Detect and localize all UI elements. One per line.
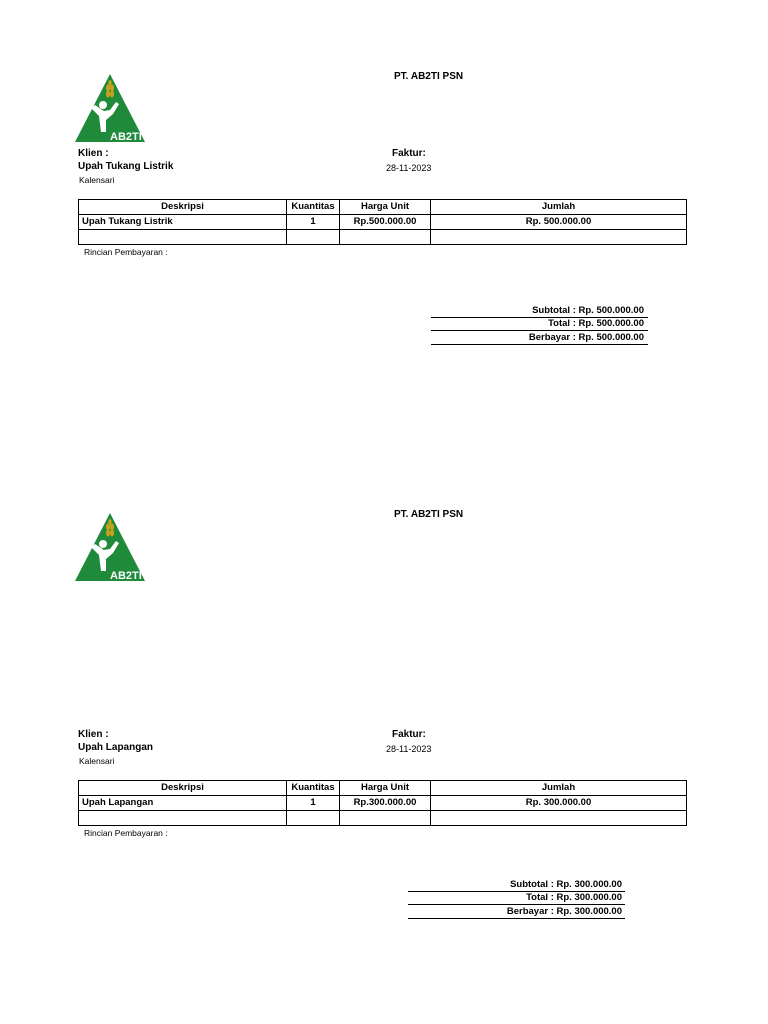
invoice-label: Faktur: — [392, 148, 426, 159]
subtotal: Subtotal : Rp. 500.000.00 — [532, 305, 644, 316]
company-name: PT. AB2TI PSN — [394, 509, 464, 520]
row-quantity: 1 — [287, 215, 340, 230]
header-amount: Jumlah — [431, 200, 687, 215]
row-amount: Rp. 500.000.00 — [431, 215, 687, 230]
items-table — [78, 199, 687, 245]
row-description: Upah Tukang Listrik — [79, 215, 287, 230]
divider — [408, 918, 625, 919]
invoice-date: 28-11-2023 — [386, 163, 432, 173]
company-name: PT. AB2TI PSN — [394, 71, 464, 82]
row-quantity: 1 — [287, 796, 340, 811]
client-name: Upah Lapangan — [78, 742, 154, 753]
table-empty-row — [79, 811, 687, 826]
client-name: Upah Tukang Listrik — [78, 161, 174, 172]
row-unit-price: Rp.300.000.00 — [340, 796, 431, 811]
client-label: Klien : — [78, 148, 109, 159]
header-unit-price: Harga Unit — [340, 200, 431, 215]
table-header-row — [79, 781, 687, 796]
header-amount: Jumlah — [431, 781, 687, 796]
table-row — [79, 215, 687, 230]
header-unit-price: Harga Unit — [340, 781, 431, 796]
row-unit-price: Rp.500.000.00 — [340, 215, 431, 230]
total: Total : Rp. 500.000.00 — [548, 318, 644, 329]
payment-details-label: Rincian Pembayaran : — [84, 828, 168, 838]
header-quantity: Kuantitas — [287, 781, 340, 796]
invoice-label: Faktur: — [392, 729, 426, 740]
row-amount: Rp. 300.000.00 — [431, 796, 687, 811]
items-table — [78, 780, 687, 826]
payment-details-label: Rincian Pembayaran : — [84, 247, 168, 257]
invoice-date: 28-11-2023 — [386, 744, 432, 754]
table-empty-row — [79, 230, 687, 245]
client-label: Klien : — [78, 729, 109, 740]
company-logo — [75, 74, 145, 146]
table-row — [79, 796, 687, 811]
row-description: Upah Lapangan — [79, 796, 287, 811]
header-quantity: Kuantitas — [287, 200, 340, 215]
logo-text: AB2TI — [110, 570, 142, 582]
divider — [431, 344, 648, 345]
company-logo — [75, 513, 145, 585]
header-description: Deskripsi — [79, 200, 287, 215]
table-header-row — [79, 200, 687, 215]
total: Total : Rp. 300.000.00 — [526, 892, 622, 903]
logo-text: AB2TI — [110, 131, 142, 143]
header-description: Deskripsi — [79, 781, 287, 796]
client-location: Kalensari — [79, 756, 115, 766]
amount-paid: Berbayar : Rp. 500.000.00 — [528, 332, 644, 343]
amount-paid: Berbayar : Rp. 300.000.00 — [506, 906, 622, 917]
client-location: Kalensari — [79, 175, 115, 185]
subtotal: Subtotal : Rp. 300.000.00 — [510, 879, 622, 890]
